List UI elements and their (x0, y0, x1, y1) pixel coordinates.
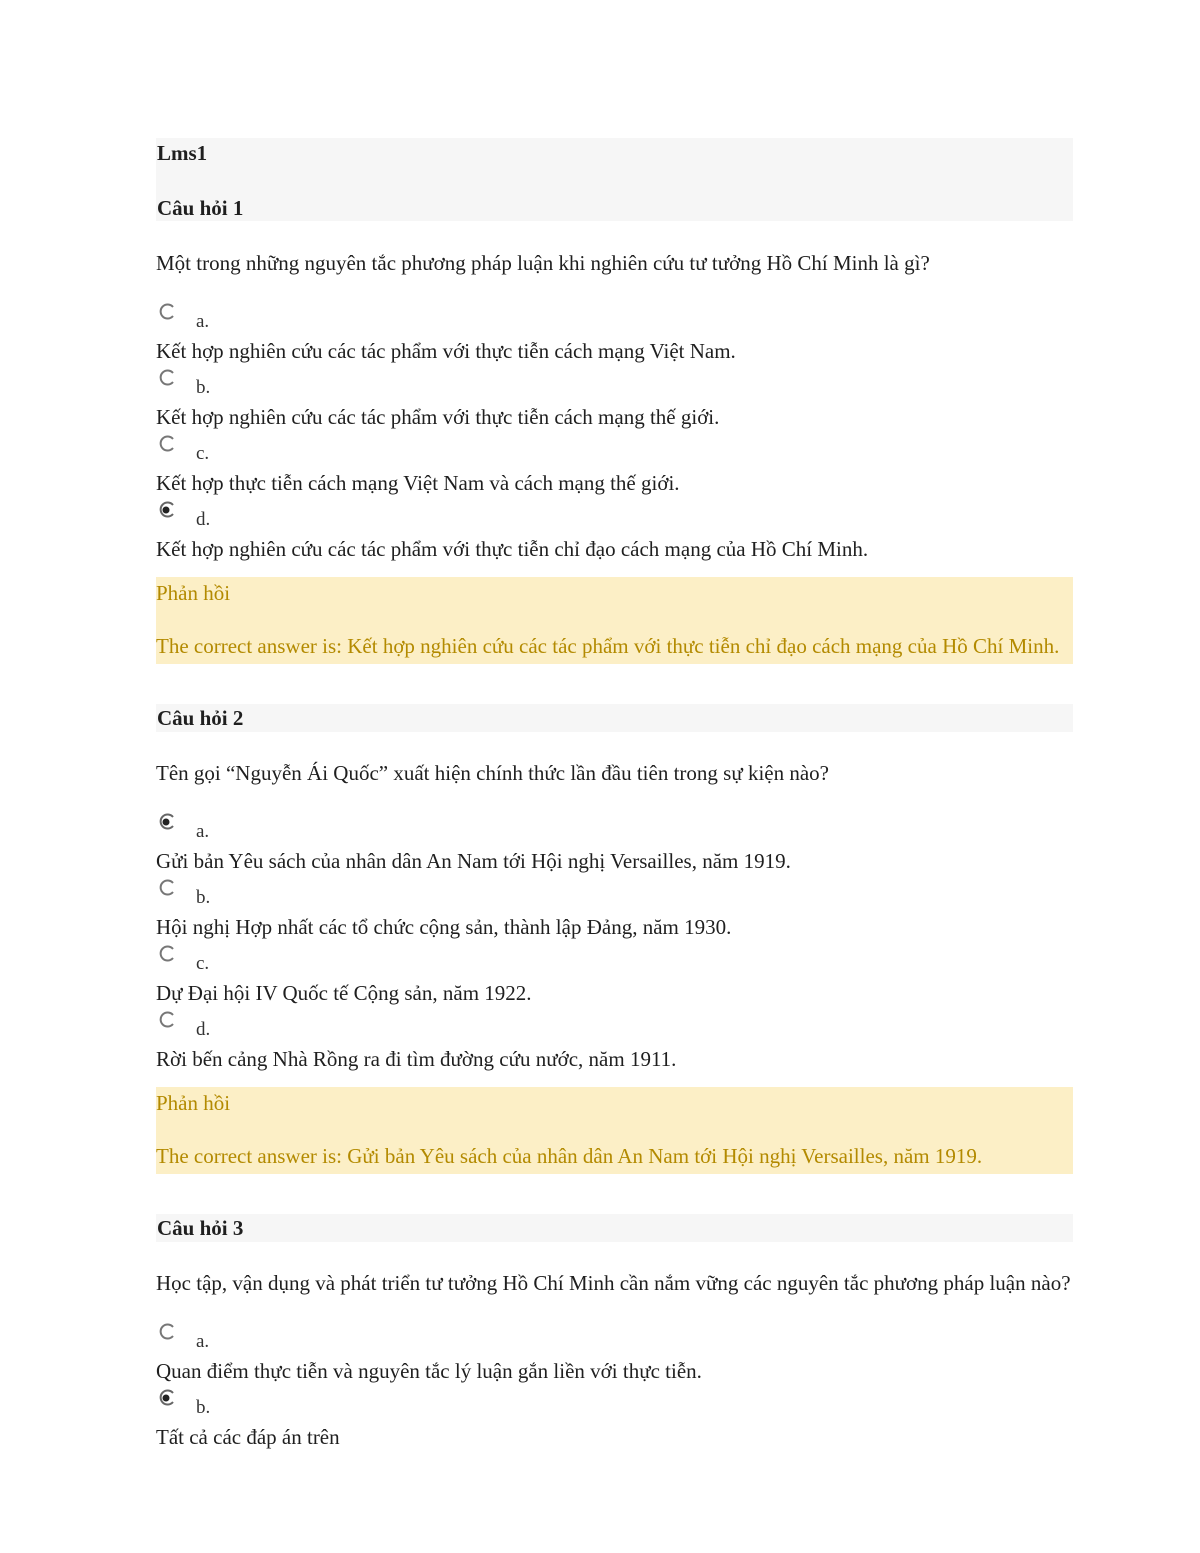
question-1-option-d[interactable] (156, 497, 1073, 563)
question-3-heading: Câu hỏi 3 (157, 1216, 244, 1240)
option-letter: d. (196, 1019, 211, 1040)
question-3-text: Học tập, vận dụng và phát triển tư tưởng Hồ Chí Minh cần nắm vững các nguyên tắc phương pháp luận nào? (156, 1271, 1071, 1295)
option-letter: d. (196, 509, 211, 530)
radio-selected-icon[interactable] (158, 1389, 176, 1407)
option-letter: a. (196, 311, 210, 332)
feedback-answer: The correct answer is: Gửi bản Yêu sách của nhân dân An Nam tới Hội nghị Versailles, năm 1919. (156, 1144, 983, 1168)
question-2-option-d[interactable] (156, 1007, 1073, 1073)
title-block (156, 138, 1073, 221)
option-text: Rời bến cảng Nhà Rồng ra đi tìm đường cứu nước, năm 1911. (156, 1047, 677, 1071)
radio-unselected-icon[interactable] (158, 303, 176, 321)
question-1-option-b[interactable] (156, 365, 1073, 431)
option-text: Kết hợp nghiên cứu các tác phẩm với thực tiễn cách mạng thế giới. (156, 405, 720, 429)
question-1-text: Một trong những nguyên tắc phương pháp luận khi nghiên cứu tư tưởng Hồ Chí Minh là gì? (156, 251, 930, 275)
option-letter: a. (196, 821, 210, 842)
question-1-option-a[interactable] (156, 299, 1073, 365)
radio-unselected-icon[interactable] (158, 1011, 176, 1029)
question-1-heading: Câu hỏi 1 (157, 196, 244, 220)
option-text: Tất cả các đáp án trên (156, 1425, 340, 1449)
radio-selected-icon[interactable] (158, 813, 176, 831)
radio-unselected-icon[interactable] (158, 879, 176, 897)
document-title: Lms1 (157, 141, 208, 165)
option-text: Gửi bản Yêu sách của nhân dân An Nam tới Hội nghị Versailles, năm 1919. (156, 849, 791, 873)
question-2-option-a[interactable] (156, 809, 1073, 875)
quiz-page (156, 138, 1073, 1451)
option-text: Hội nghị Hợp nhất các tổ chức cộng sản, thành lập Đảng, năm 1930. (156, 915, 732, 939)
question-1-feedback (156, 577, 1073, 664)
question-2-text: Tên gọi “Nguyễn Ái Quốc” xuất hiện chính thức lần đầu tiên trong sự kiện nào? (156, 761, 829, 785)
radio-unselected-icon[interactable] (158, 369, 176, 387)
question-2-option-b[interactable] (156, 875, 1073, 941)
option-letter: c. (196, 953, 210, 974)
question-2 (156, 704, 1073, 1174)
question-2-feedback (156, 1087, 1073, 1174)
question-2-option-c[interactable] (156, 941, 1073, 1007)
option-text: Kết hợp thực tiễn cách mạng Việt Nam và cách mạng thế giới. (156, 471, 680, 495)
question-3-option-a[interactable] (156, 1319, 1073, 1385)
question-1 (156, 249, 1073, 664)
question-1-option-c[interactable] (156, 431, 1073, 497)
question-2-header (156, 704, 1073, 732)
radio-unselected-icon[interactable] (158, 1323, 176, 1341)
question-3 (156, 1214, 1073, 1451)
option-letter: b. (196, 1397, 211, 1418)
option-letter: b. (196, 377, 211, 398)
option-letter: a. (196, 1331, 210, 1352)
feedback-title: Phản hồi (156, 581, 231, 605)
feedback-answer: The correct answer is: Kết hợp nghiên cứu các tác phẩm với thực tiễn chỉ đạo cách mạng của Hồ Chí Minh. (156, 634, 1060, 658)
radio-unselected-icon[interactable] (158, 945, 176, 963)
feedback-title: Phản hồi (156, 1091, 231, 1115)
option-letter: c. (196, 443, 210, 464)
option-text: Quan điểm thực tiễn và nguyên tắc lý luận gắn liền với thực tiễn. (156, 1359, 702, 1383)
option-text: Kết hợp nghiên cứu các tác phẩm với thực tiễn chỉ đạo cách mạng của Hồ Chí Minh. (156, 537, 869, 561)
radio-selected-icon[interactable] (158, 501, 176, 519)
question-3-option-b[interactable] (156, 1385, 1073, 1451)
question-3-header (156, 1214, 1073, 1242)
option-letter: b. (196, 887, 211, 908)
option-text: Dự Đại hội IV Quốc tế Cộng sản, năm 1922. (156, 981, 532, 1005)
question-2-heading: Câu hỏi 2 (157, 706, 244, 730)
radio-unselected-icon[interactable] (158, 435, 176, 453)
option-text: Kết hợp nghiên cứu các tác phẩm với thực tiễn cách mạng Việt Nam. (156, 339, 736, 363)
